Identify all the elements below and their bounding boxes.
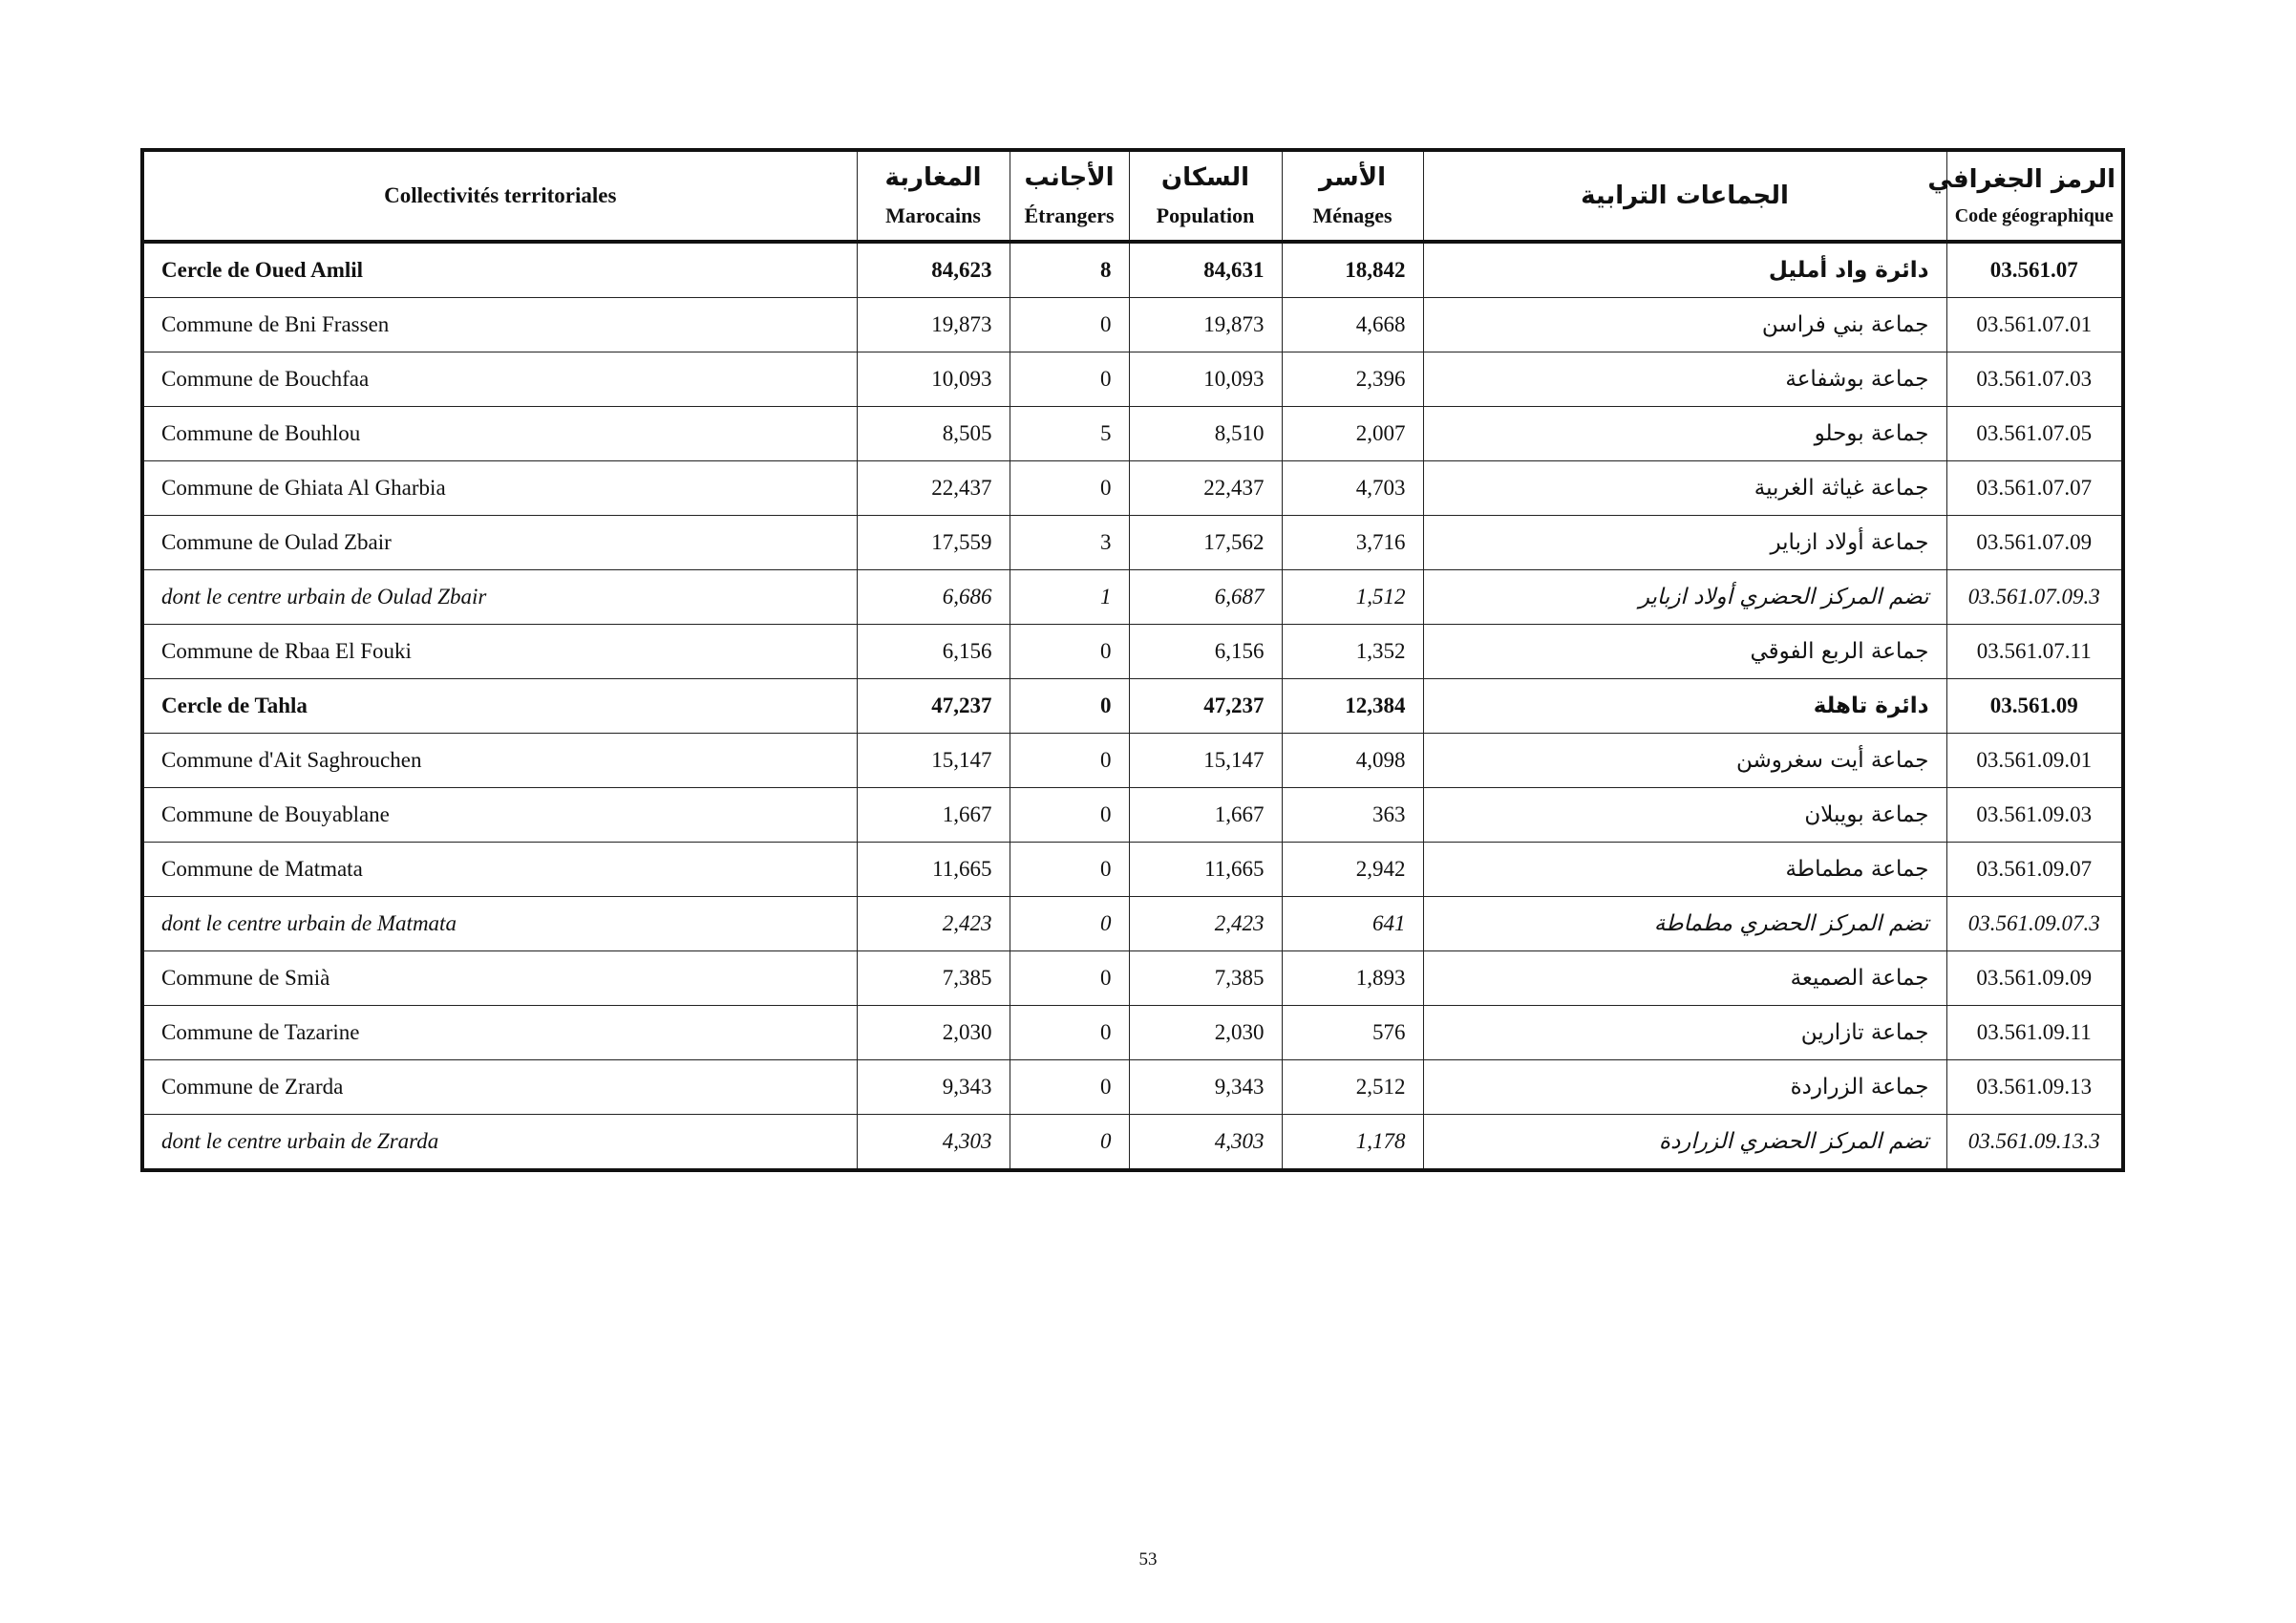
col-header-menages: [1282, 150, 1423, 242]
cell-etrangers: 3: [1010, 516, 1129, 570]
col-header-menages-ar: الأسر: [1318, 163, 1386, 192]
cell-etrangers: 0: [1010, 1060, 1129, 1115]
cell-collectivite-ar: جماعة تازارين: [1423, 1006, 1946, 1060]
cell-marocains: 47,237: [857, 679, 1010, 734]
cell-collectivite-fr: Commune d'Ait Saghrouchen: [142, 734, 857, 788]
cell-population: 6,687: [1129, 570, 1282, 625]
table-header: [142, 150, 2123, 242]
cell-collectivite-ar: تضم المركز الحضري مطماطة: [1423, 897, 1946, 951]
cell-collectivite-fr: Commune de Bouchfaa: [142, 352, 857, 407]
cell-code-geographique: 03.561.07: [1946, 242, 2123, 298]
cell-population: 4,303: [1129, 1115, 1282, 1171]
cell-population: 7,385: [1129, 951, 1282, 1006]
cell-population: 15,147: [1129, 734, 1282, 788]
col-header-population-ar: السكان: [1160, 163, 1250, 192]
col-header-marocains-ar: المغاربة: [884, 163, 982, 192]
cell-population: 22,437: [1129, 461, 1282, 516]
cell-population: 47,237: [1129, 679, 1282, 734]
cell-collectivite-ar: تضم المركز الحضري الزراردة: [1423, 1115, 1946, 1171]
cell-collectivite-fr: Commune de Bouyablane: [142, 788, 857, 843]
cell-collectivite-ar: جماعة الربع الفوقي: [1423, 625, 1946, 679]
cell-code-geographique: 03.561.07.07: [1946, 461, 2123, 516]
cell-collectivite-fr: Commune de Oulad Zbair: [142, 516, 857, 570]
cell-population: 2,030: [1129, 1006, 1282, 1060]
cell-marocains: 84,623: [857, 242, 1010, 298]
cell-menages: 1,178: [1282, 1115, 1423, 1171]
cell-collectivite-fr: Commune de Rbaa El Fouki: [142, 625, 857, 679]
cell-menages: 4,703: [1282, 461, 1423, 516]
cell-marocains: 2,030: [857, 1006, 1010, 1060]
cell-marocains: 7,385: [857, 951, 1010, 1006]
cell-population: 1,667: [1129, 788, 1282, 843]
col-header-collectivites: Collectivités territoriales: [142, 150, 857, 242]
cell-menages: 12,384: [1282, 679, 1423, 734]
cell-marocains: 8,505: [857, 407, 1010, 461]
cell-marocains: 10,093: [857, 352, 1010, 407]
cell-etrangers: 5: [1010, 407, 1129, 461]
cell-menages: 363: [1282, 788, 1423, 843]
table-row-cercle: [142, 242, 2123, 298]
cell-menages: 2,512: [1282, 1060, 1423, 1115]
table-row-commune: [142, 352, 2123, 407]
col-header-marocains: [857, 150, 1010, 242]
cell-collectivite-fr: dont le centre urbain de Zrarda: [142, 1115, 857, 1171]
cell-etrangers: 0: [1010, 625, 1129, 679]
cell-code-geographique: 03.561.07.03: [1946, 352, 2123, 407]
cell-collectivite-ar: جماعة أيت سغروشن: [1423, 734, 1946, 788]
cell-menages: 18,842: [1282, 242, 1423, 298]
cell-menages: 4,668: [1282, 298, 1423, 352]
table-row-centre: [142, 1115, 2123, 1171]
cell-collectivite-fr: Commune de Zrarda: [142, 1060, 857, 1115]
col-header-population: [1129, 150, 1282, 242]
cell-etrangers: 0: [1010, 734, 1129, 788]
cell-etrangers: 0: [1010, 897, 1129, 951]
cell-etrangers: 0: [1010, 1115, 1129, 1171]
cell-code-geographique: 03.561.09.11: [1946, 1006, 2123, 1060]
page-number: 53: [1138, 1549, 1158, 1570]
cell-population: 17,562: [1129, 516, 1282, 570]
col-header-collectivites-ar: الجماعات الترابية: [1423, 150, 1946, 242]
cell-etrangers: 0: [1010, 461, 1129, 516]
census-table: [140, 148, 2125, 1172]
table-body: [142, 242, 2123, 1170]
table-row-centre: [142, 570, 2123, 625]
cell-menages: 576: [1282, 1006, 1423, 1060]
cell-population: 9,343: [1129, 1060, 1282, 1115]
cell-code-geographique: 03.561.09.07: [1946, 843, 2123, 897]
cell-marocains: 2,423: [857, 897, 1010, 951]
cell-population: 19,873: [1129, 298, 1282, 352]
cell-menages: 2,396: [1282, 352, 1423, 407]
col-header-etrangers-fr: Étrangers: [1024, 203, 1115, 227]
table-row-commune: [142, 734, 2123, 788]
cell-collectivite-ar: جماعة مطماطة: [1423, 843, 1946, 897]
table-row-cercle: [142, 679, 2123, 734]
cell-code-geographique: 03.561.09.03: [1946, 788, 2123, 843]
table-row-commune: [142, 516, 2123, 570]
cell-collectivite-ar: دائرة واد أمليل: [1423, 242, 1946, 298]
table-row-commune: [142, 843, 2123, 897]
col-header-etrangers-ar: الأجانب: [1024, 163, 1115, 192]
cell-collectivite-fr: Commune de Ghiata Al Gharbia: [142, 461, 857, 516]
cell-code-geographique: 03.561.07.09.3: [1946, 570, 2123, 625]
col-header-population-fr: Population: [1156, 203, 1255, 227]
col-header-code: [1927, 150, 2123, 242]
cell-menages: 1,352: [1282, 625, 1423, 679]
cell-marocains: 11,665: [857, 843, 1010, 897]
table-row-commune: [142, 461, 2123, 516]
cell-code-geographique: 03.561.09.13: [1946, 1060, 2123, 1115]
col-header-code-ar: الرمز الجغرافي: [1927, 164, 2115, 194]
cell-etrangers: 8: [1010, 242, 1129, 298]
cell-etrangers: 0: [1010, 788, 1129, 843]
cell-collectivite-fr: Cercle de Tahla: [142, 679, 857, 734]
cell-menages: 1,893: [1282, 951, 1423, 1006]
cell-etrangers: 0: [1010, 843, 1129, 897]
table-row-commune: [142, 951, 2123, 1006]
cell-menages: 2,942: [1282, 843, 1423, 897]
cell-menages: 4,098: [1282, 734, 1423, 788]
cell-collectivite-fr: Commune de Matmata: [142, 843, 857, 897]
cell-menages: 2,007: [1282, 407, 1423, 461]
col-header-marocains-fr: Marocains: [885, 203, 981, 227]
cell-menages: 641: [1282, 897, 1423, 951]
cell-collectivite-ar: تضم المركز الحضري أولاد ازباير: [1423, 570, 1946, 625]
cell-population: 84,631: [1129, 242, 1282, 298]
cell-etrangers: 0: [1010, 1006, 1129, 1060]
cell-marocains: 6,156: [857, 625, 1010, 679]
cell-code-geographique: 03.561.09.09: [1946, 951, 2123, 1006]
cell-collectivite-fr: Commune de Bouhlou: [142, 407, 857, 461]
col-header-code-fr: Code géographique: [1954, 204, 2114, 226]
cell-marocains: 1,667: [857, 788, 1010, 843]
cell-marocains: 4,303: [857, 1115, 1010, 1171]
cell-collectivite-fr: Commune de Bni Frassen: [142, 298, 857, 352]
cell-collectivite-fr: dont le centre urbain de Oulad Zbair: [142, 570, 857, 625]
table-row-commune: [142, 1060, 2123, 1115]
cell-code-geographique: 03.561.09.07.3: [1946, 897, 2123, 951]
cell-etrangers: 0: [1010, 951, 1129, 1006]
cell-etrangers: 0: [1010, 352, 1129, 407]
cell-code-geographique: 03.561.09.01: [1946, 734, 2123, 788]
cell-marocains: 22,437: [857, 461, 1010, 516]
cell-collectivite-ar: جماعة بني فراسن: [1423, 298, 1946, 352]
cell-etrangers: 0: [1010, 298, 1129, 352]
cell-collectivite-fr: Commune de Tazarine: [142, 1006, 857, 1060]
cell-collectivite-ar: جماعة الصميعة: [1423, 951, 1946, 1006]
table-row-commune: [142, 407, 2123, 461]
cell-marocains: 6,686: [857, 570, 1010, 625]
table-row-commune: [142, 625, 2123, 679]
col-header-menages-fr: Ménages: [1312, 203, 1392, 227]
cell-code-geographique: 03.561.09: [1946, 679, 2123, 734]
cell-etrangers: 1: [1010, 570, 1129, 625]
cell-etrangers: 0: [1010, 679, 1129, 734]
cell-collectivite-ar: جماعة الزراردة: [1423, 1060, 1946, 1115]
cell-code-geographique: 03.561.09.13.3: [1946, 1115, 2123, 1171]
cell-collectivite-ar: جماعة أولاد ازباير: [1423, 516, 1946, 570]
table-row-commune: [142, 1006, 2123, 1060]
table-row-centre: [142, 897, 2123, 951]
cell-collectivite-ar: جماعة غياثة الغربية: [1423, 461, 1946, 516]
cell-code-geographique: 03.561.07.05: [1946, 407, 2123, 461]
cell-collectivite-fr: dont le centre urbain de Matmata: [142, 897, 857, 951]
table-row-commune: [142, 298, 2123, 352]
cell-population: 10,093: [1129, 352, 1282, 407]
cell-collectivite-ar: دائرة تاهلة: [1423, 679, 1946, 734]
cell-collectivite-ar: جماعة بوحلو: [1423, 407, 1946, 461]
cell-population: 6,156: [1129, 625, 1282, 679]
cell-collectivite-fr: Cercle de Oued Amlil: [142, 242, 857, 298]
col-header-etrangers: [1010, 150, 1129, 242]
cell-marocains: 15,147: [857, 734, 1010, 788]
cell-population: 11,665: [1129, 843, 1282, 897]
cell-code-geographique: 03.561.07.01: [1946, 298, 2123, 352]
cell-collectivite-ar: جماعة بويبلان: [1423, 788, 1946, 843]
cell-collectivite-fr: Commune de Smià: [142, 951, 857, 1006]
cell-marocains: 9,343: [857, 1060, 1010, 1115]
table-row-commune: [142, 788, 2123, 843]
cell-code-geographique: 03.561.07.11: [1946, 625, 2123, 679]
cell-population: 8,510: [1129, 407, 1282, 461]
header-row: [142, 150, 2123, 242]
cell-population: 2,423: [1129, 897, 1282, 951]
cell-code-geographique: 03.561.07.09: [1946, 516, 2123, 570]
cell-menages: 1,512: [1282, 570, 1423, 625]
cell-collectivite-ar: جماعة بوشفاعة: [1423, 352, 1946, 407]
cell-marocains: 19,873: [857, 298, 1010, 352]
cell-menages: 3,716: [1282, 516, 1423, 570]
cell-marocains: 17,559: [857, 516, 1010, 570]
